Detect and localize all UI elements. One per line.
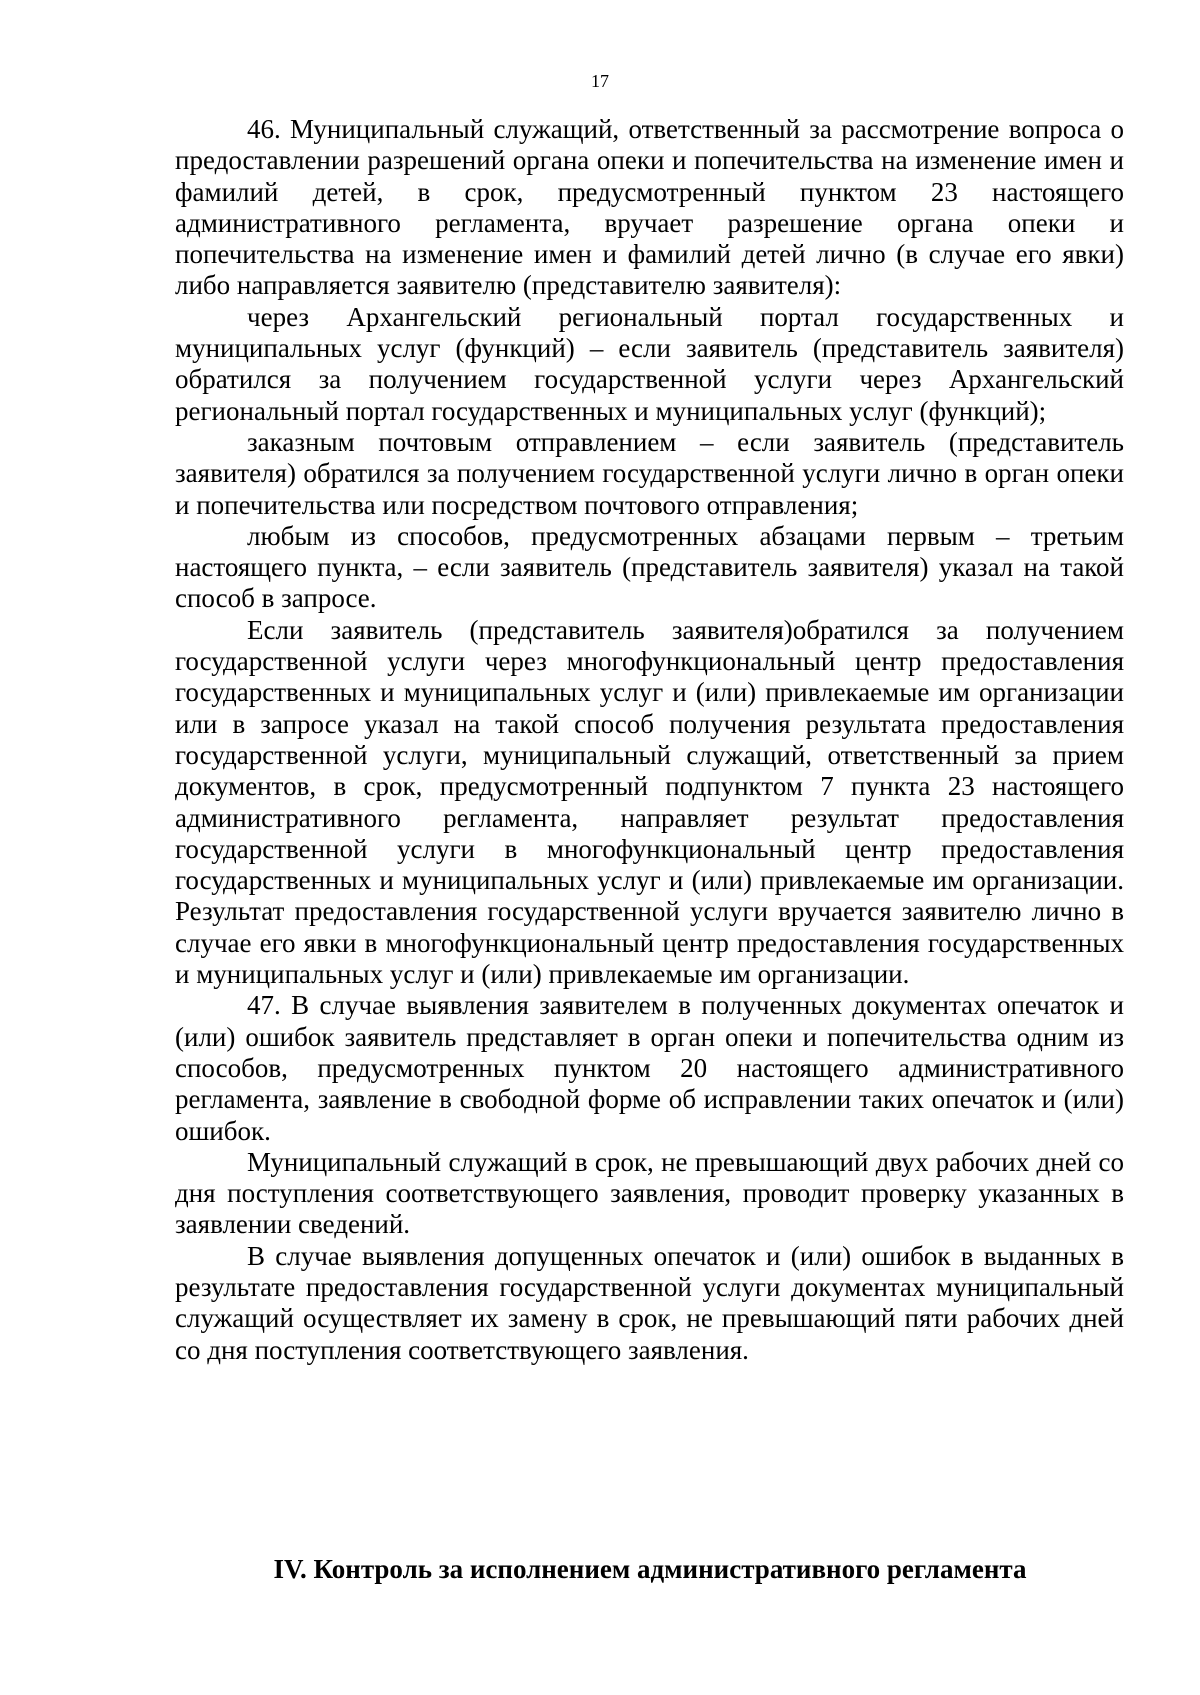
paragraph-replacement: В случае выявления допущенных опечаток и (или) ошибок в выданных в результате предоставления государственной услуги документах муниципальный служащий осуществляет их замену в срок, не превышающий пяти рабочих дней со дня поступления соответствующего заявления.: [175, 1240, 1124, 1365]
paragraph-verification: Муниципальный служащий в срок, не превышающий двух рабочих дней со дня поступления соответствующего заявления, проводит проверку указанных в заявлении сведений.: [175, 1146, 1124, 1240]
section-heading: IV. Контроль за исполнением административного регламента: [273, 1554, 1027, 1584]
paragraph-47: 47. В случае выявления заявителем в полученных документах опечаток и (или) ошибок заявитель представляет в орган опеки и попечительства одним из способов, предусмотренных пунктом 20 настоящего административного регламента, заявление в свободной форме об исправлении таких опечаток и (или) ошибок.: [175, 990, 1124, 1146]
paragraph-registered-mail: заказным почтовым отправлением – если заявитель (представитель заявителя) обратился за получением государственной услуги лично в орган опеки и попечительства или посредством почтового отправления;: [175, 426, 1124, 520]
document-body: [175, 114, 1124, 1366]
paragraph-46: 46. Муниципальный служащий, ответственный за рассмотрение вопроса о предоставлении разрешений органа опеки и попечительства на изменение имен и фамилий детей, в срок, предусмотренный пунктом 23 настоящего административного регламента, вручает разрешение органа опеки и попечительства на изменение имен и фамилий детей лично (в случае его явки) либо направляется заявителю (представителю заявителя):: [175, 114, 1124, 301]
paragraph-regional-portal: через Архангельский региональный портал государственных и муниципальных услуг (функций) – если заявитель (представитель заявителя) обратился за получением государственной услуги через Архангельский региональный портал государственных и муниципальных услуг (функций);: [175, 301, 1124, 426]
paragraph-any-method: любым из способов, предусмотренных абзацами первым – третьим настоящего пункта, – если заявитель (представитель заявителя) указал на такой способ в запросе.: [175, 520, 1124, 614]
paragraph-mfc: Если заявитель (представитель заявителя)обратился за получением государственной услуги через многофункциональный центр предоставления государственных и муниципальных услуг и (или) привлекаемые им организации или в запросе указал на такой способ получения результата предоставления государственной услуги, муниципальный служащий, ответственный за прием документов, в срок, предусмотренный подпунктом 7 пункта 23 настоящего административного регламента, направляет результат предоставления государственной услуги в многофункциональный центр предоставления государственных и муниципальных услуг и (или) привлекаемые им организации. Результат предоставления государственной услуги вручается заявителю лично в случае его явки в многофункциональный центр предоставления государственных и муниципальных услуг и (или) привлекаемые им организации.: [175, 614, 1124, 990]
page-number: 17: [591, 71, 609, 91]
